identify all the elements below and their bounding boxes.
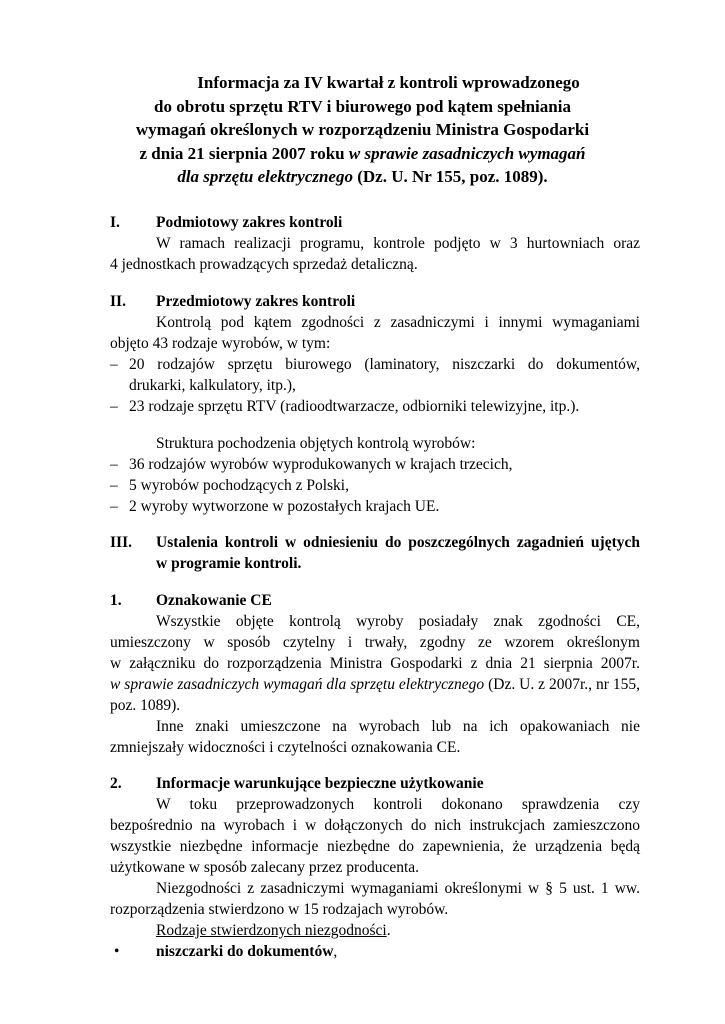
- title-line-3: wymagań określonych w rozporządzeniu Ministra Gospodarki: [135, 120, 590, 139]
- subsection-1-number: 1.: [110, 592, 122, 609]
- section-1-paragraph-line-2: 4 jednostkach prowadzących sprzedaż detaliczną.: [110, 256, 418, 273]
- ce-line-1: Wszystkie objęte kontrolą wyroby posiadały znak zgodności CE,: [156, 613, 640, 630]
- section-1-number: I.: [110, 214, 120, 231]
- scope-item-1: 20 rodzajów sprzętu biurowego (laminatory, niszczarki do dokumentów,: [129, 356, 640, 373]
- origin-item-2: 5 wyrobów pochodzących z Polski,: [129, 477, 349, 494]
- scope-item-1-cont: drukarki, kalkulatory, itp.),: [129, 377, 296, 394]
- section-2-paragraph-line-1: Kontrolą pod kątem zgodności z zasadniczymi i innymi wymaganiami: [156, 314, 640, 331]
- document-title: [0, 71, 725, 189]
- ce-line-3: w załączniku do rozporządzenia Ministra Gospodarki z dnia 21 sierpnia 2007r.: [110, 655, 640, 672]
- info-line-3: wszystkie niezbędne informacje niezbędne do zapewnienia, że urządzenia będą: [110, 838, 640, 855]
- scope-item-2: 23 rodzaje sprzętu RTV (radioodtwarzacze, odbiorniki telewizyjne, itp.).: [129, 398, 580, 415]
- info-line-1: W toku przeprowadzonych kontroli dokonano sprawdzenia czy: [156, 796, 640, 813]
- list-dash: –: [110, 456, 118, 473]
- section-2-number: II.: [110, 293, 126, 310]
- info-line-2: bezpośrednio na wyrobach i w dołączonych do nich instrukcjach zamieszczono: [110, 817, 640, 834]
- title-line-4: z dnia 21 sierpnia 2007 roku w sprawie zasadniczych wymagań: [139, 143, 586, 163]
- section-1-heading: Podmiotowy zakres kontroli: [156, 214, 343, 231]
- title-line-1: Informacja za IV kwartał z kontroli wprowadzonego: [197, 73, 580, 92]
- section-3-heading-line-2: w programie kontroli.: [156, 555, 302, 572]
- subsection-1-heading: Oznakowanie CE: [156, 592, 272, 609]
- origin-item-3: 2 wyroby wytworzone w pozostałych krajach UE.: [129, 498, 440, 515]
- nonconformities-label: Rodzaje stwierdzonych niezgodności.: [156, 922, 391, 939]
- ce-line-7: zmniejszały widoczności i czytelności oznakowania CE.: [110, 739, 461, 756]
- title-line-5: dla sprzętu elektrycznego (Dz. U. Nr 155, poz. 1089).: [177, 167, 548, 186]
- origin-intro: Struktura pochodzenia objętych kontrolą wyrobów:: [156, 435, 476, 452]
- list-dash: –: [110, 398, 118, 415]
- ce-line-6: Inne znaki umieszczone na wyrobach lub na ich opakowaniach nie: [156, 718, 640, 735]
- ce-line-5: poz. 1089).: [110, 697, 181, 714]
- section-1-paragraph-line-1: W ramach realizacji programu, kontrole podjęto w 3 hurtowniach oraz: [156, 235, 640, 252]
- section-3-heading-line-1: Ustalenia kontroli w odniesieniu do poszczególnych zagadnień ujętych: [156, 534, 640, 551]
- info-line-6: rozporządzenia stwierdzono w 15 rodzajach wyrobów.: [110, 901, 449, 918]
- list-dash: –: [110, 356, 118, 373]
- origin-item-1: 36 rodzajów wyrobów wyprodukowanych w krajach trzecich,: [129, 456, 513, 473]
- ce-line-2: umieszczony w sposób czytelny i trwały, zgodny ze wzorem określonym: [110, 634, 640, 651]
- section-2-heading: Przedmiotowy zakres kontroli: [156, 293, 356, 310]
- list-dash: –: [110, 498, 118, 515]
- section-3-number: III.: [110, 534, 132, 551]
- section-2-paragraph-line-2: objęto 43 rodzaje wyrobów, w tym:: [110, 335, 331, 352]
- list-dash: –: [110, 477, 118, 494]
- subsection-2-number: 2.: [110, 775, 122, 792]
- bullet-icon: •: [114, 943, 120, 960]
- subsection-2-heading: Informacje warunkujące bezpieczne użytkowanie: [156, 775, 484, 792]
- info-line-4: użytkowane w sposób zalecany przez producenta.: [110, 859, 420, 876]
- info-line-5: Niezgodności z zasadniczymi wymaganiami określonymi w § 5 ust. 1 ww.: [156, 880, 640, 897]
- bullet-item: niszczarki do dokumentów,: [156, 943, 338, 960]
- ce-line-4: w sprawie zasadniczych wymagań dla sprzętu elektrycznego (Dz. U. z 2007r., nr 155,: [110, 676, 640, 693]
- title-line-2: do obrotu sprzętu RTV i biurowego pod kątem spełniania: [154, 96, 571, 116]
